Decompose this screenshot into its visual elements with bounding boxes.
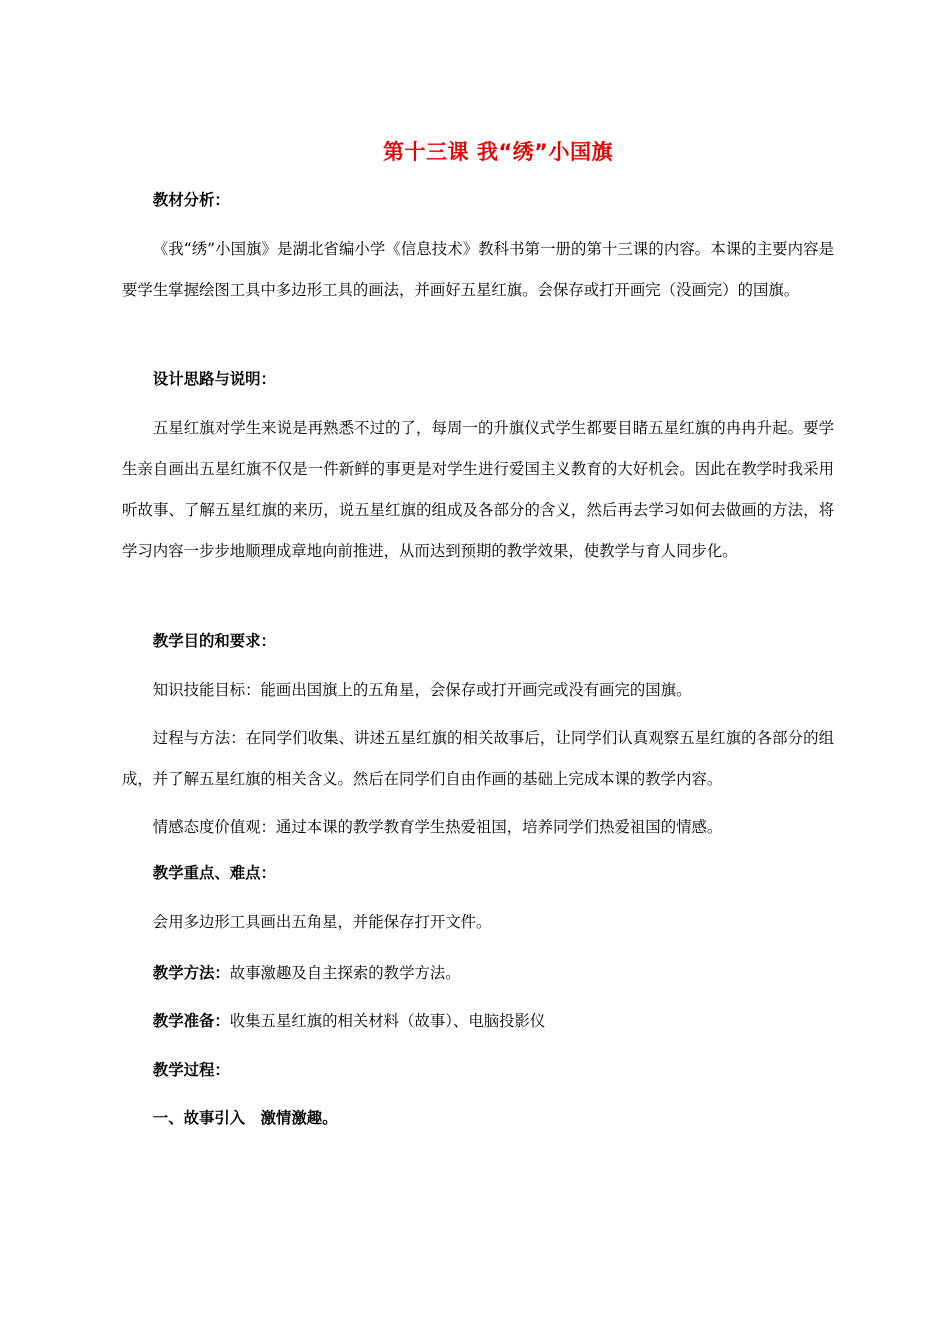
process-step-1: 一、故事引入 激情激趣。 bbox=[152, 1109, 338, 1127]
teaching-method-text: 故事激趣及自主探索的教学方法。 bbox=[229, 964, 461, 982]
lesson-title: 第十三课 我“绣”小国旗 bbox=[383, 140, 613, 164]
paragraph-design: 五星红旗对学生来说是再熟悉不过的了，每周一的升旗仪式学生都要目睹五星红旗的冉冉升起。要学生亲自画出五星红旗不仅是一件新鲜的事更是对学生进行爱国主义教育的大好机会。因此在教学时我采用听故事、了解五星红旗的来历，说五星红旗的组成及各部分的含义，然后再去学习如何去做画的方法，将学习内容一步步地顺理成章地向前推进，从而达到预期的教学效果，使教学与育人同步化。 bbox=[122, 419, 834, 560]
paragraph-emotion-goal: 情感态度价值观：通过本课的教学教育学生热爱祖国，培养同学们热爱祖国的情感。 bbox=[152, 818, 723, 836]
paragraph-analysis: 《我“绣”小国旗》是湖北省编小学《信息技术》教科书第一册的第十三课的内容。本课的主要内容是要学生掌握绘图工具中多边形工具的画法，并画好五星红旗。会保存或打开画完（没画完）的国旗。 bbox=[122, 240, 834, 299]
heading-design: 设计思路与说明： bbox=[152, 370, 276, 388]
heading-process: 教学过程： bbox=[152, 1061, 230, 1079]
paragraph-keypoints: 会用多边形工具画出五角星，并能保存打开文件。 bbox=[152, 913, 492, 931]
teaching-prep bbox=[122, 1009, 865, 1031]
teaching-prep-label: 教学准备： bbox=[152, 1012, 230, 1030]
heading-analysis: 教材分析： bbox=[152, 191, 230, 209]
paragraph-knowledge-goal: 知识技能目标：能画出国旗上的五角星，会保存或打开画完或没有画完的国旗。 bbox=[152, 681, 692, 699]
teaching-method-label: 教学方法： bbox=[152, 964, 230, 982]
teaching-method bbox=[122, 961, 865, 983]
teaching-prep-text: 收集五星红旗的相关材料（故事）、电脑投影仪 bbox=[229, 1012, 546, 1030]
heading-keypoints: 教学重点、难点： bbox=[152, 864, 276, 882]
paragraph-process-goal: 过程与方法：在同学们收集、讲述五星红旗的相关故事后，让同学们认真观察五星红旗的各部分的组成，并了解五星红旗的相关含义。然后在同学们自由作画的基础上完成本课的教学内容。 bbox=[122, 729, 834, 788]
heading-goals: 教学目的和要求： bbox=[152, 632, 276, 650]
